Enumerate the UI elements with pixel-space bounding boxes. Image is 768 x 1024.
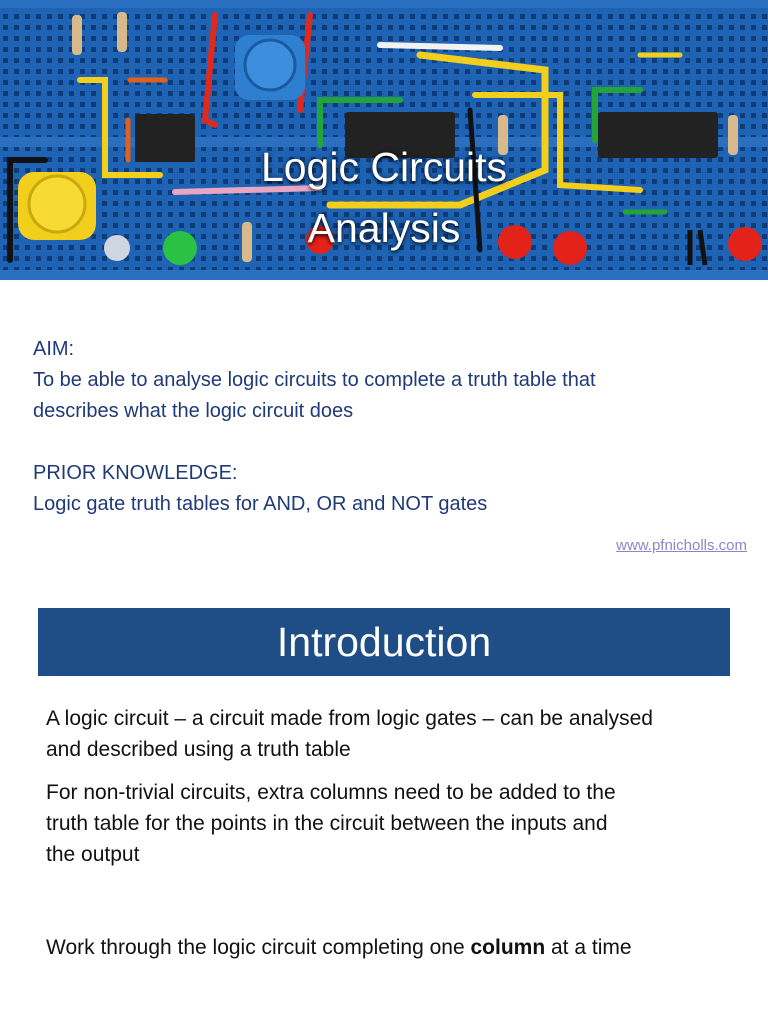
prior-knowledge-heading: PRIOR KNOWLEDGE: (33, 462, 238, 484)
hero-title-line-2: Analysis (307, 205, 461, 251)
intro-paragraph-1-line-1: A logic circuit – a circuit made from logic gates – can be analysed (46, 707, 653, 730)
intro-paragraph-3-before: Work through the logic circuit completing one (46, 936, 471, 959)
section-gap (33, 427, 743, 458)
introduction-body (46, 703, 736, 975)
intro-paragraph-3-after: at a time (545, 936, 632, 959)
aim-text-line-1: To be able to analyse logic circuits to complete a truth table that (33, 369, 596, 391)
intro-paragraph-1 (46, 703, 736, 765)
intro-paragraph-2-line-1: For non-trivial circuits, extra columns need to be added to the (46, 781, 616, 804)
paragraph-spacer (46, 882, 736, 932)
intro-paragraph-3-bold: column (470, 936, 546, 959)
hero-banner-image (0, 0, 768, 280)
prior-knowledge-text: Logic gate truth tables for AND, OR and NOT gates (33, 493, 488, 515)
intro-paragraph-3 (46, 932, 736, 963)
website-link[interactable]: www.pfnicholls.com (616, 537, 747, 554)
aim-heading: AIM: (33, 338, 75, 360)
introduction-banner: Introduction (38, 608, 730, 676)
intro-paragraph-2 (46, 777, 736, 870)
aim-text-line-2: describes what the logic circuit does (33, 400, 354, 422)
intro-paragraph-2-line-2: truth table for the points in the circuit between the inputs and (46, 812, 608, 835)
intro-paragraph-2-line-3: the output (46, 843, 140, 866)
intro-paragraph-1-line-2: and described using a truth table (46, 738, 351, 761)
objectives-section (33, 334, 743, 520)
hero-title-line-1: Logic Circuits (260, 144, 508, 190)
